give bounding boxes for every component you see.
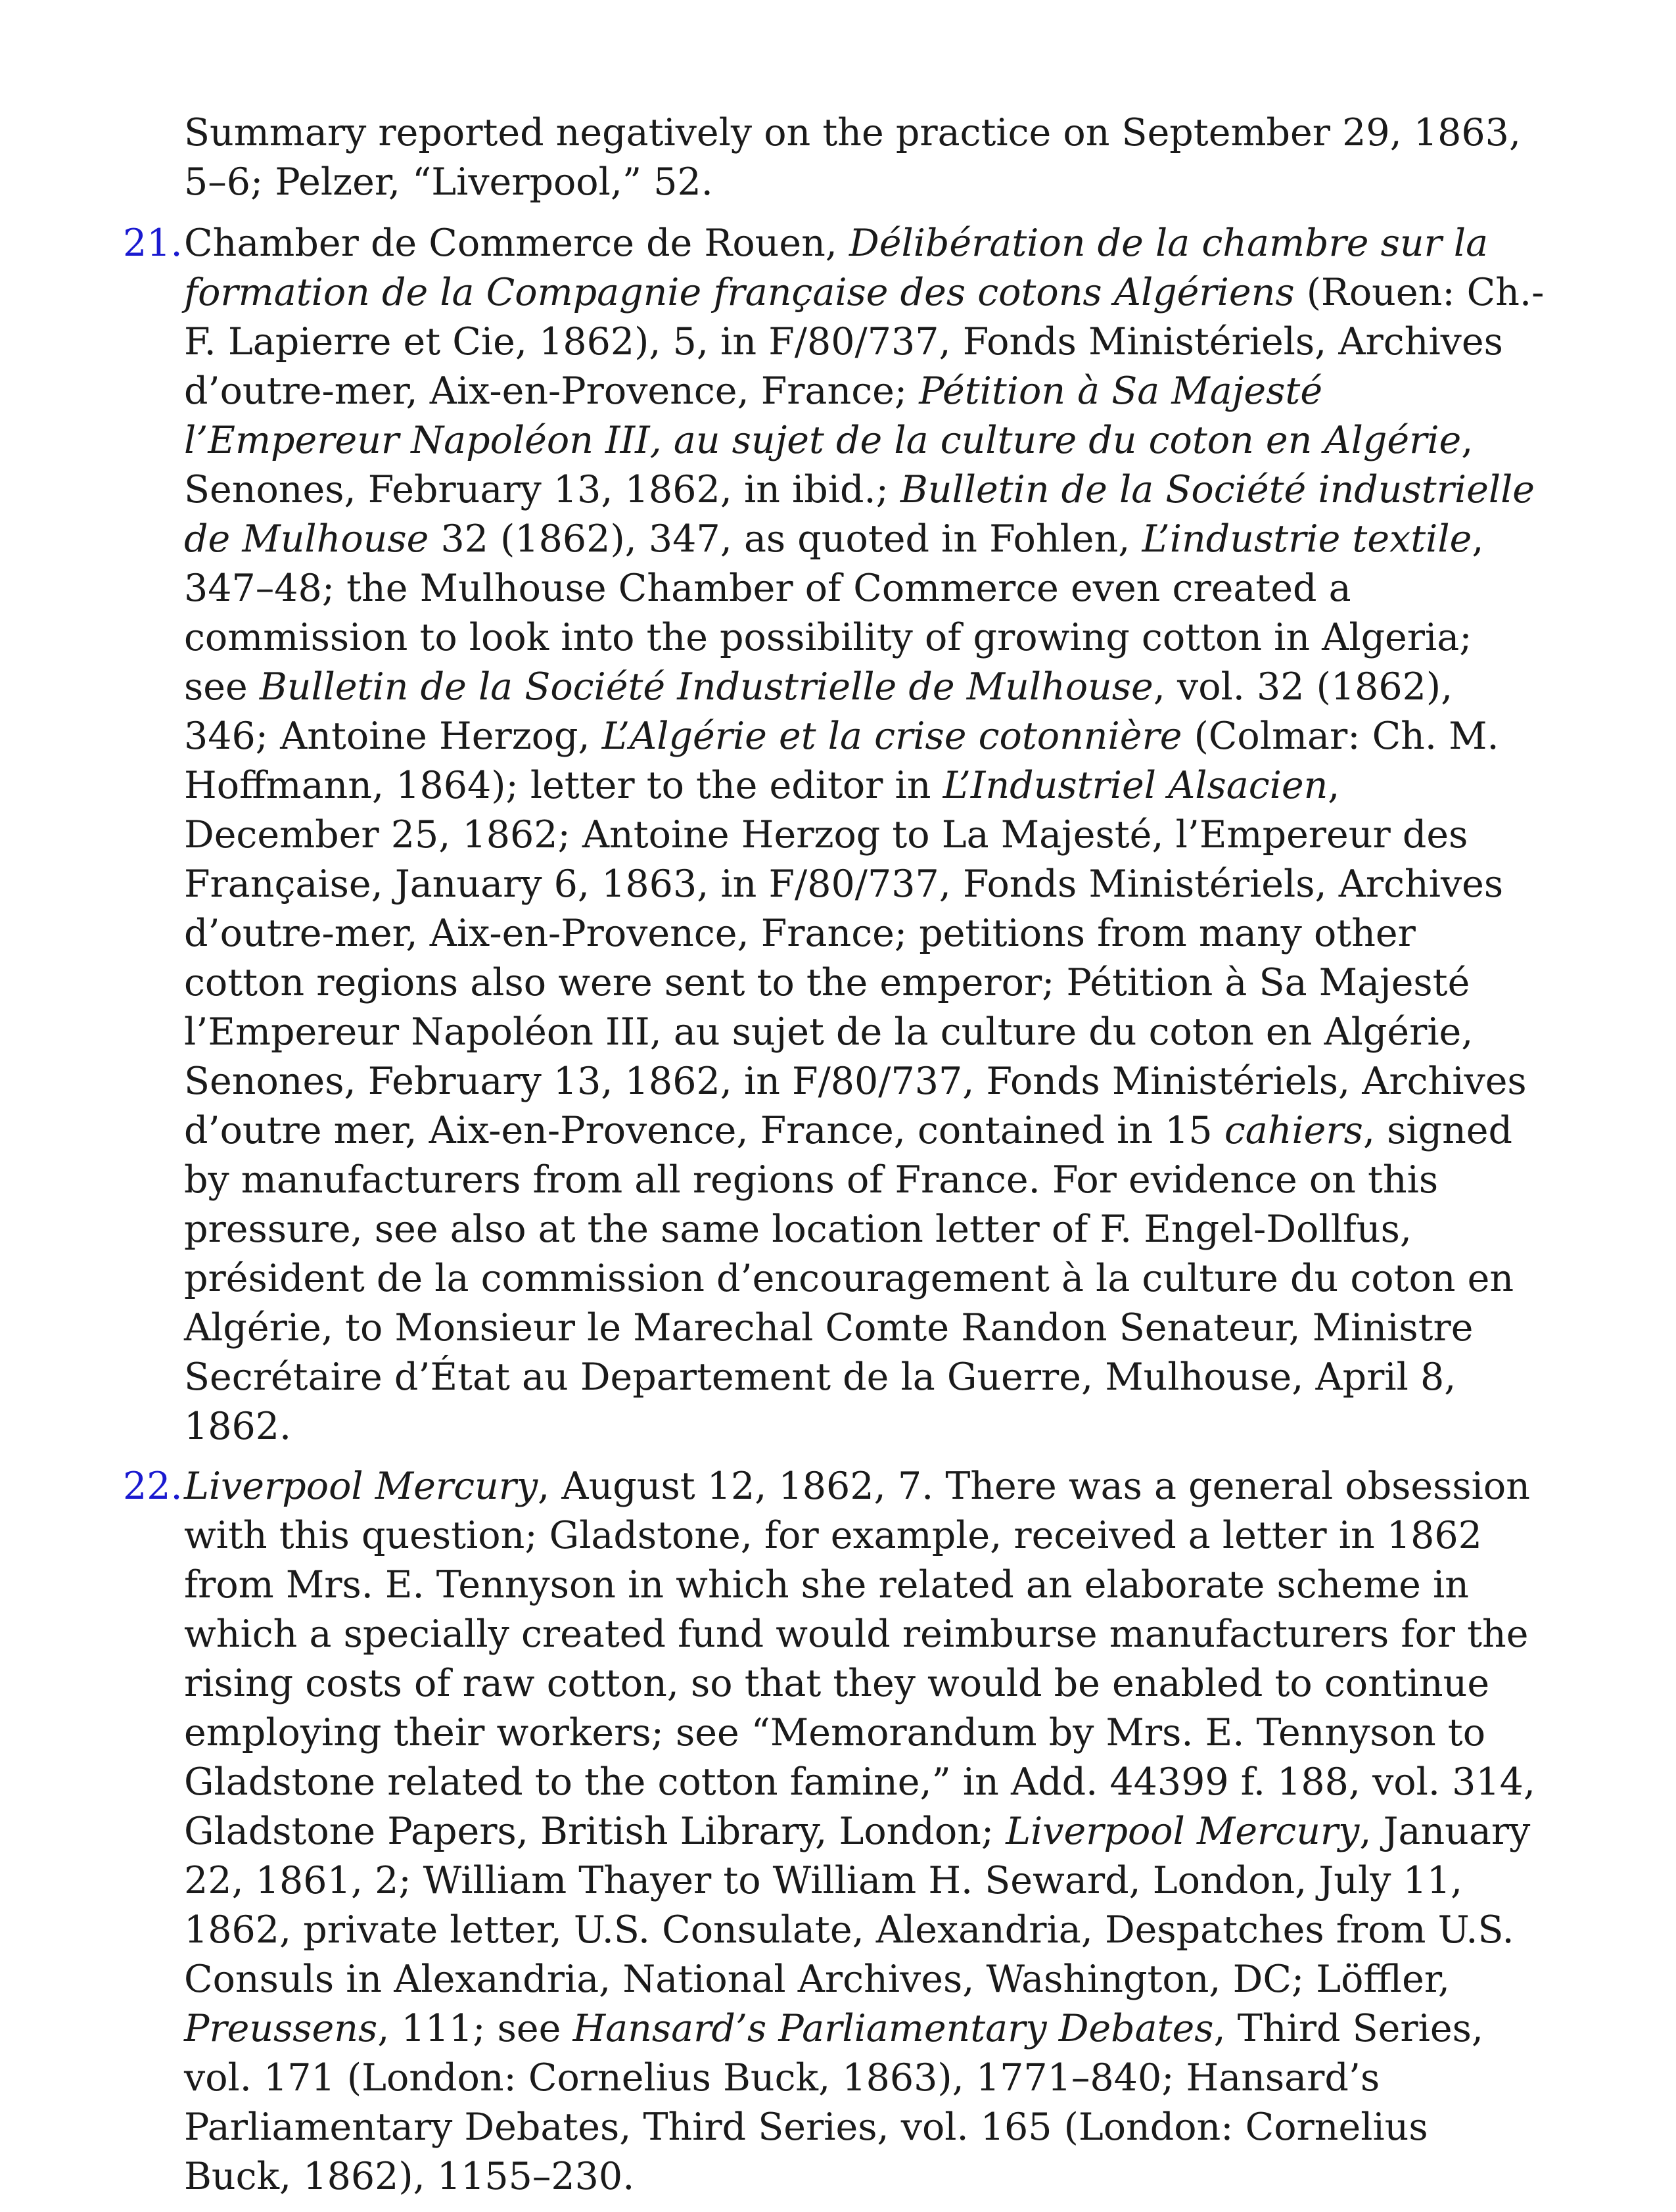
note-text: , Senones, February 13, 1862, in ibid.; xyxy=(184,419,1474,511)
italic-title-text: Liverpool Mercury xyxy=(184,1465,538,1508)
note-text: Summary reported negatively on the practice on September 29, 1863, 5–6; Pelzer, “Liverpool,” 52. xyxy=(184,111,1522,204)
note-text: 32 (1862), 347, as quoted in Fohlen, xyxy=(429,517,1142,561)
footnote-21 xyxy=(118,219,1545,1451)
italic-title-text: Pétition à Sa Majesté l’Empereur Napoléon III, au sujet de la culture du coton en Algérie xyxy=(184,369,1462,462)
footnotes-page xyxy=(118,108,1545,2212)
italic-title-text: L’Industriel Alsacien xyxy=(943,764,1328,807)
footnote-number-link[interactable]: 22. xyxy=(123,1465,183,1508)
italic-title-text: Hansard’s Parliamentary Debates xyxy=(572,2007,1214,2050)
italic-title-text: Liverpool Mercury xyxy=(1006,1810,1360,1853)
note-text: , 111; see xyxy=(377,2007,573,2050)
italic-title-text: Preussens xyxy=(184,2007,378,2050)
note-text: , 347–48; the Mulhouse Chamber of Commerce even created a commission to look into the possibility of growing cotton in Algeria; see xyxy=(184,517,1484,709)
note-text: , Third Series, vol. 171 (London: Cornelius Buck, 1863), 1771–840; Hansard’s Parliamentary Debates, Third Series, vol. 165 (London: Cornelius Buck, 1862), 1155–230. xyxy=(184,2007,1483,2198)
note-text: , December 25, 1862; Antoine Herzog to La Majesté, l’Empereur des Française, January 6, 1863, in F/80/737, Fonds Ministériels, Archives d’outre-mer, Aix-en-Provence, France; petitions from many other cotton regions also were sent to the emperor; Pétition à Sa Majesté l’Empereur Napoléon III, au sujet de la culture du coton en Algérie, Senones, February 13, 1862, in F/80/737, Fonds Ministériels, Archives d’outre mer, Aix-en-Provence, France, contained in 15 xyxy=(184,764,1527,1152)
note-text: (Colmar: Ch. M. Hoffmann, 1864); letter to the editor in xyxy=(184,715,1499,807)
note-text: , vol. 32 (1862), 346; Antoine Herzog, xyxy=(184,665,1453,758)
footnote-number-link[interactable]: 21. xyxy=(123,222,183,265)
note-text: , signed by manufacturers from all regions of France. For evidence on this pressure, see also at the same location letter of F. Engel-Dollfus, président de la commission d’encouragement à la culture du coton en Algérie, to Monsieur le Marechal Comte Randon Senateur, Ministre Secrétaire d’État au Departement de la Guerre, Mulhouse, April 8, 1862. xyxy=(184,1109,1514,1448)
note-text: Chamber de Commerce de Rouen, xyxy=(184,222,850,265)
italic-title-text: L’industrie textile xyxy=(1142,517,1472,561)
italic-title-text: Bulletin de la Société industrielle de Mulhouse xyxy=(184,468,1535,561)
italic-title-text: cahiers xyxy=(1224,1109,1363,1152)
note-text: , August 12, 1862, 7. There was a general obsession with this question; Gladstone, for example, received a letter in 1862 from Mrs. E. Tennyson in which she related an elaborate scheme in which a specially created fund would reimburse manufacturers for the rising costs of raw cotton, so that they would be enabled to continue employing their workers; see “Memorandum by Mrs. E. Tennyson to Gladstone related to the cotton famine,” in Add. 44399 f. 188, vol. 314, Gladstone Papers, British Library, London; xyxy=(184,1465,1536,1853)
italic-title-text: L’Algérie et la crise cotonnière xyxy=(601,715,1182,758)
footnote-continuation xyxy=(118,108,1545,207)
footnote-22 xyxy=(118,1462,1545,2201)
note-text: (Rouen: Ch.-F. Lapierre et Cie, 1862), 5, in F/80/737, Fonds Ministériels, Archives d’outre-mer, Aix-en-Provence, France; xyxy=(184,271,1545,413)
italic-title-text: Bulletin de la Société Industrielle de Mulhouse xyxy=(259,665,1153,709)
note-text: , January 22, 1861, 2; William Thayer to William H. Seward, London, July 11, 1862, private letter, U.S. Consulate, Alexandria, Despatches from U.S. Consuls in Alexandria, National Archives, Washington, DC; Löffler, xyxy=(184,1810,1531,2001)
italic-title-text: Délibération de la chambre sur la formation de la Compagnie française des cotons Algériens xyxy=(184,222,1489,314)
footnotes-list xyxy=(118,108,1545,2201)
